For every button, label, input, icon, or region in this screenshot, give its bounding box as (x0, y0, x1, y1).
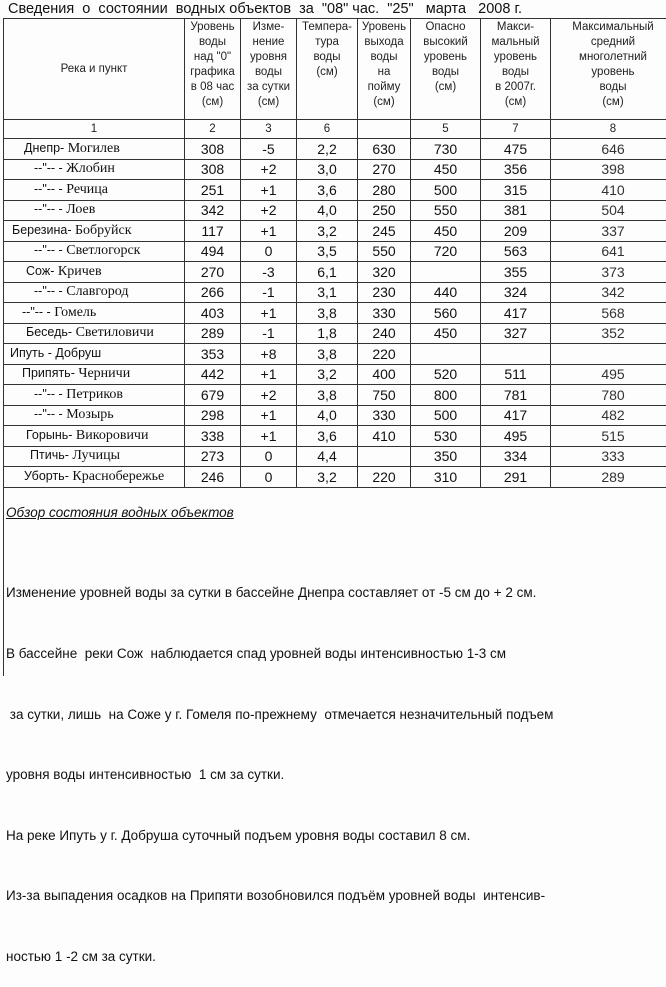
table-row (4, 405, 666, 426)
max2007-cell: 563 (481, 241, 551, 262)
review-line: за сутки, лишь на Соже у г. Гомеля по-прежнему отмечается незначительный подъем (6, 705, 553, 725)
river-name: --"-- - (34, 387, 63, 401)
max2007-cell: 417 (481, 303, 551, 324)
river-name: --"-- - (34, 243, 63, 257)
level-cell: 298 (185, 405, 241, 426)
review-line: уровня воды интенсивностью 1 см за сутки. (6, 765, 553, 785)
point-name: Гомель (54, 305, 96, 320)
danger-cell (411, 262, 481, 283)
change-cell: +8 (241, 344, 297, 365)
point-name: Викоровичи (76, 428, 149, 443)
point-name: Краснобережье (72, 469, 164, 484)
change-cell: +1 (241, 303, 297, 324)
river-name: --"-- - (34, 407, 63, 421)
level-cell: 251 (185, 180, 241, 201)
change-cell: -1 (241, 323, 297, 344)
river-name: Сож- (26, 264, 54, 278)
level-cell: 338 (185, 426, 241, 447)
danger-cell: 800 (411, 385, 481, 406)
maxavg-cell: 495 (551, 364, 666, 385)
flood-cell: 245 (358, 221, 411, 242)
river-name: Днепр- (24, 141, 64, 155)
table-row (4, 344, 666, 365)
point-name: Светиловичи (76, 325, 154, 340)
river-name: --"-- - (22, 305, 51, 319)
river-point-cell (4, 303, 185, 324)
max2007-cell: 209 (481, 221, 551, 242)
maxavg-cell (551, 344, 666, 365)
danger-cell: 720 (411, 241, 481, 262)
change-cell: -3 (241, 262, 297, 283)
danger-cell: 520 (411, 364, 481, 385)
table-row (4, 159, 666, 180)
point-name: Лучицы (72, 448, 120, 463)
column-number-row (4, 120, 666, 139)
level-cell: 308 (185, 159, 241, 180)
flood-cell: 280 (358, 180, 411, 201)
change-cell: -1 (241, 282, 297, 303)
temp-cell: 3,2 (297, 467, 358, 488)
max2007-cell: 511 (481, 364, 551, 385)
change-cell: +1 (241, 364, 297, 385)
point-name: Лоев (66, 202, 95, 217)
river-name: Березина- (12, 223, 72, 237)
level-cell: 442 (185, 364, 241, 385)
maxavg-cell: 337 (551, 221, 666, 242)
temp-cell: 4,4 (297, 446, 358, 467)
flood-cell: 400 (358, 364, 411, 385)
maxavg-cell: 333 (551, 446, 666, 467)
max2007-cell: 475 (481, 139, 551, 160)
level-cell: 289 (185, 323, 241, 344)
river-point-cell (4, 159, 185, 180)
maxavg-cell: 289 (551, 467, 666, 488)
level-cell: 270 (185, 262, 241, 283)
river-name: Припять- (22, 366, 75, 380)
maxavg-cell: 373 (551, 262, 666, 283)
flood-cell: 750 (358, 385, 411, 406)
flood-cell: 270 (358, 159, 411, 180)
max2007-cell: 291 (481, 467, 551, 488)
review-line: В бассейне реки Сож наблюдается спад уровней воды интенсивностью 1-3 см (6, 644, 553, 664)
review-line: Изменение уровней воды за сутки в бассейне Днепра составляет от -5 см до + 2 см. (6, 583, 553, 603)
column-number: 8 (551, 120, 666, 139)
table-row (4, 323, 666, 344)
table-row (4, 241, 666, 262)
max2007-cell: 356 (481, 159, 551, 180)
max2007-cell: 355 (481, 262, 551, 283)
level-cell: 308 (185, 139, 241, 160)
river-point-cell (4, 200, 185, 221)
flood-cell: 410 (358, 426, 411, 447)
temp-cell: 4,0 (297, 200, 358, 221)
flood-cell: 220 (358, 344, 411, 365)
flood-cell (358, 446, 411, 467)
river-point-cell (4, 221, 185, 242)
temp-cell: 3,2 (297, 364, 358, 385)
river-name: --"-- - (34, 182, 63, 196)
max2007-cell: 327 (481, 323, 551, 344)
maxavg-cell: 780 (551, 385, 666, 406)
header-change: Изме- нение уровня воды за сутки (см) (241, 19, 297, 120)
point-name: Мозырь (66, 407, 113, 422)
review-title: Обзор состояния водных объектов (6, 505, 234, 520)
change-cell: -5 (241, 139, 297, 160)
river-name: Ипуть - Добруш (10, 346, 101, 360)
column-number (358, 120, 411, 139)
flood-cell: 240 (358, 323, 411, 344)
danger-cell (411, 344, 481, 365)
header-level: Уровень воды над "0" графика в 08 час (см) (185, 19, 241, 120)
point-name: Речица (66, 182, 108, 197)
column-number: 6 (297, 120, 358, 139)
column-number: 5 (411, 120, 481, 139)
point-name: Жлобин (66, 161, 115, 176)
max2007-cell: 324 (481, 282, 551, 303)
river-point-cell (4, 446, 185, 467)
header-temperature: Темпера- тура воды (см) (297, 19, 358, 120)
temp-cell: 3,5 (297, 241, 358, 262)
maxavg-cell: 482 (551, 405, 666, 426)
column-number: 7 (481, 120, 551, 139)
river-name: Птичь- (30, 448, 69, 462)
danger-cell: 500 (411, 180, 481, 201)
header-row (4, 19, 666, 120)
column-number: 2 (185, 120, 241, 139)
point-name: Могилев (68, 141, 120, 156)
level-cell: 266 (185, 282, 241, 303)
water-levels-table (3, 18, 666, 488)
river-point-cell (4, 364, 185, 385)
temp-cell: 3,8 (297, 385, 358, 406)
river-point-cell (4, 405, 185, 426)
review-line: Из-за выпадения осадков на Припяти возобновился подъём уровней воды интенсив- (6, 886, 553, 906)
header-floodplain-level: Уровень выхода воды на пойму (см) (358, 19, 411, 120)
point-name: Бобруйск (75, 223, 132, 238)
table-row (4, 385, 666, 406)
level-cell: 679 (185, 385, 241, 406)
temp-cell: 3,6 (297, 180, 358, 201)
river-name: Горынь- (26, 428, 72, 442)
table-row (4, 303, 666, 324)
change-cell: +2 (241, 385, 297, 406)
table-row (4, 139, 666, 160)
river-point-cell (4, 139, 185, 160)
maxavg-cell: 410 (551, 180, 666, 201)
river-point-cell (4, 385, 185, 406)
temp-cell: 1,8 (297, 323, 358, 344)
maxavg-cell: 398 (551, 159, 666, 180)
column-number: 1 (4, 120, 185, 139)
danger-cell: 450 (411, 159, 481, 180)
max2007-cell: 495 (481, 426, 551, 447)
table-row (4, 364, 666, 385)
review-text (6, 543, 553, 987)
point-name: Славгород (66, 284, 128, 299)
river-name: --"-- - (34, 161, 63, 175)
flood-cell: 250 (358, 200, 411, 221)
max2007-cell (481, 344, 551, 365)
review-line: ностью 1 -2 см за сутки. (6, 947, 553, 967)
maxavg-cell: 646 (551, 139, 666, 160)
max2007-cell: 417 (481, 405, 551, 426)
level-cell: 403 (185, 303, 241, 324)
temp-cell: 3,6 (297, 426, 358, 447)
level-cell: 494 (185, 241, 241, 262)
table-row (4, 282, 666, 303)
change-cell: 0 (241, 241, 297, 262)
temp-cell: 3,8 (297, 344, 358, 365)
river-point-cell (4, 323, 185, 344)
river-name: --"-- - (34, 284, 63, 298)
header-danger-level: Опасно высокий уровень воды (см) (411, 19, 481, 120)
maxavg-cell: 515 (551, 426, 666, 447)
max2007-cell: 334 (481, 446, 551, 467)
change-cell: +1 (241, 405, 297, 426)
river-point-cell (4, 426, 185, 447)
river-point-cell (4, 467, 185, 488)
maxavg-cell: 504 (551, 200, 666, 221)
flood-cell: 630 (358, 139, 411, 160)
temp-cell: 3,0 (297, 159, 358, 180)
temp-cell: 3,8 (297, 303, 358, 324)
table-row (4, 446, 666, 467)
flood-cell: 230 (358, 282, 411, 303)
table-row (4, 426, 666, 447)
river-point-cell (4, 282, 185, 303)
column-number: 3 (241, 120, 297, 139)
danger-cell: 310 (411, 467, 481, 488)
point-name: Черничи (78, 366, 130, 381)
maxavg-cell: 342 (551, 282, 666, 303)
max2007-cell: 781 (481, 385, 551, 406)
change-cell: +2 (241, 159, 297, 180)
change-cell: +2 (241, 200, 297, 221)
temp-cell: 3,2 (297, 221, 358, 242)
change-cell: +1 (241, 426, 297, 447)
temp-cell: 6,1 (297, 262, 358, 283)
document-title: Сведения о состоянии водных объектов за "08" час. "25" марта 2008 г. (8, 1, 522, 17)
river-name: Уборть- (24, 469, 69, 483)
river-name: --"-- - (34, 202, 63, 216)
danger-cell: 550 (411, 200, 481, 221)
danger-cell: 440 (411, 282, 481, 303)
change-cell: 0 (241, 467, 297, 488)
river-point-cell (4, 241, 185, 262)
header-river-point: Река и пункт (4, 19, 185, 120)
maxavg-cell: 352 (551, 323, 666, 344)
change-cell: +1 (241, 221, 297, 242)
flood-cell: 320 (358, 262, 411, 283)
level-cell: 342 (185, 200, 241, 221)
river-name: Беседь- (26, 325, 72, 339)
flood-cell: 220 (358, 467, 411, 488)
danger-cell: 560 (411, 303, 481, 324)
flood-cell: 550 (358, 241, 411, 262)
danger-cell: 450 (411, 323, 481, 344)
danger-cell: 530 (411, 426, 481, 447)
temp-cell: 4,0 (297, 405, 358, 426)
temp-cell: 2,2 (297, 139, 358, 160)
header-max-avg: Максимальный средний многолетний уровень воды (см) (551, 19, 666, 120)
danger-cell: 500 (411, 405, 481, 426)
table-row (4, 467, 666, 488)
danger-cell: 350 (411, 446, 481, 467)
flood-cell: 330 (358, 405, 411, 426)
temp-cell: 3,1 (297, 282, 358, 303)
level-cell: 353 (185, 344, 241, 365)
table-row (4, 180, 666, 201)
maxavg-cell: 641 (551, 241, 666, 262)
point-name: Петриков (66, 387, 123, 402)
river-point-cell (4, 180, 185, 201)
point-name: Кричев (58, 264, 102, 279)
danger-cell: 730 (411, 139, 481, 160)
danger-cell: 450 (411, 221, 481, 242)
level-cell: 246 (185, 467, 241, 488)
table-row (4, 262, 666, 283)
header-max-2007: Макси- мальный уровень воды в 2007г. (см) (481, 19, 551, 120)
max2007-cell: 381 (481, 200, 551, 221)
review-line: На реке Ипуть у г. Добруша суточный подъем уровня воды составил 8 см. (6, 826, 553, 846)
change-cell: +1 (241, 180, 297, 201)
flood-cell: 330 (358, 303, 411, 324)
river-point-cell (4, 262, 185, 283)
change-cell: 0 (241, 446, 297, 467)
level-cell: 117 (185, 221, 241, 242)
point-name: Светлогорск (66, 243, 140, 258)
level-cell: 273 (185, 446, 241, 467)
table-row (4, 200, 666, 221)
maxavg-cell: 568 (551, 303, 666, 324)
river-point-cell (4, 344, 185, 365)
max2007-cell: 315 (481, 180, 551, 201)
table-row (4, 221, 666, 242)
